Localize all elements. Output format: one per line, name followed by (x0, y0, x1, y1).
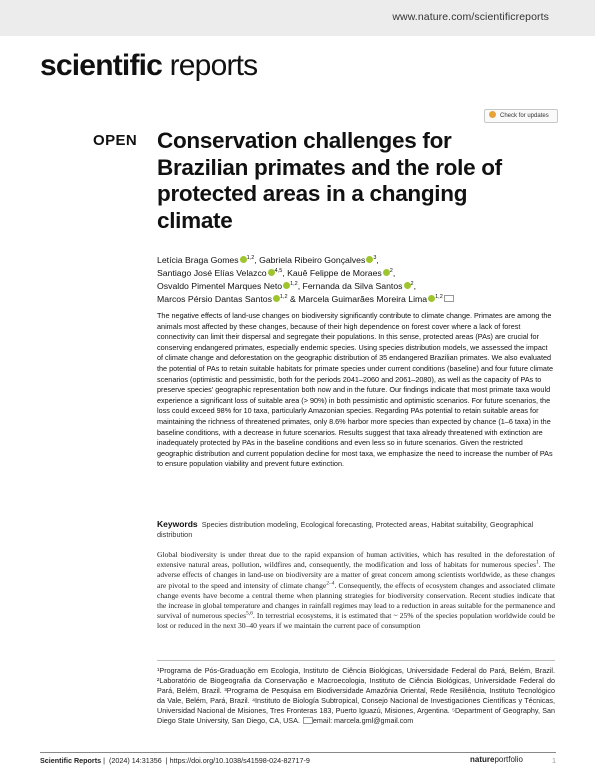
author[interactable]: Fernanda da Silva Santos $^2$ (302, 281, 414, 291)
affiliation-divider (157, 660, 555, 661)
top-bar (0, 0, 595, 36)
reference-link[interactable]: 2–4 (326, 580, 335, 587)
orcid-icon[interactable] (273, 295, 280, 302)
author-list: Letícia Braga Gomes $^{1,2}$, Gabriela Ribeiro Gonçalves $^3$, Santiago José Elías Velazco $^{4,5}$, Kauê Felippe de Moraes $^2$, Osvaldo Pimentel Marques Neto $^{1,2}$, Fernanda da Silva Santos $^2$, Marcos Pérsio Dantas Santos $^{1,2}$ & Marcela Guimarães Moreira Lima $^{1,2}$ (157, 254, 557, 306)
doi-link[interactable]: https://doi.org/10.1038/s41598-024-82717-9 (169, 756, 310, 765)
author[interactable]: Osvaldo Pimentel Marques Neto $^{1,2}$ (157, 281, 298, 291)
orcid-icon[interactable] (383, 269, 390, 276)
journal-logo[interactable]: scientific reports (40, 49, 258, 82)
footer-citation: (2024) 14:31356 (108, 756, 162, 765)
envelope-icon[interactable] (444, 295, 454, 302)
orcid-icon[interactable] (240, 256, 247, 263)
reference-link[interactable]: 1 (536, 559, 539, 566)
open-access-label: OPEN (93, 132, 138, 149)
orcid-icon[interactable] (283, 282, 290, 289)
keywords (157, 519, 555, 541)
page-number: 1 (552, 756, 556, 765)
orcid-icon[interactable] (404, 282, 411, 289)
footer: Scientific Reports | (2024) 14:31356 | https://doi.org/10.1038/s41598-024-82717-9 natureportfolio 1 (40, 755, 556, 765)
journal-url-link[interactable]: www.nature.com/scientificreports (392, 11, 549, 23)
keywords-text: Species distribution modeling, Ecological forecasting, Protected areas, Habitat suitability, Geographical distribution (157, 520, 534, 540)
crossmark-icon (489, 111, 496, 118)
reference-link[interactable]: 5,6 (246, 610, 253, 617)
author[interactable]: Letícia Braga Gomes $^{1,2}$ (157, 255, 255, 265)
footer-rule (40, 752, 556, 753)
author[interactable]: Gabriela Ribeiro Gonçalves $^3$ (259, 255, 377, 265)
publisher-logo: natureportfolio (470, 755, 523, 764)
envelope-icon (303, 717, 313, 724)
corresponding-email[interactable]: email: marcela.gml@gmail.com (312, 716, 414, 725)
author[interactable]: Marcela Guimarães Moreira Lima $^{1,2}$ (298, 294, 443, 304)
introduction-paragraph: Global biodiversity is under threat due to the rapid expansion of human activities, which has resulted in the deforestation of extensive natural areas, pollution, wildfires and, consequently, the modification and loss of habitats for numerous species$^1$. The adverse effects of changes in land-use on biodiversity are a matter of great concern among scientists worldwide, as these changes are pivotal to the speed and intensity of climate change$^{2-4}$. Consequently, the effects of ecosystem changes and associated climate change events have become a central theme when planning strategies for biodiversity conservation. Recent studies indicate that the increase in global temperature and changes in rainfall regimes may lead to a reduction in areas suitable for the permanence and survival of numerous species$^{5,6}$. In terrestrial ecosystems, it is estimated that ~ 25% of the species population worldwide could be lost or reduced in the next 30–40 years if we maintain the current pace of consumption (157, 550, 556, 631)
article-title: Conservation challenges for Brazilian primates and the role of protected areas in a changing climate (157, 128, 502, 233)
keywords-label: Keywords (157, 519, 198, 529)
orcid-icon[interactable] (268, 269, 275, 276)
author[interactable]: Kauê Felippe de Moraes $^2$ (287, 268, 393, 278)
author[interactable]: Santiago José Elías Velazco $^{4,5}$ (157, 268, 283, 278)
check-for-updates-button[interactable]: Check for updates (484, 109, 558, 123)
affiliations: ¹Programa de Pós-Graduação em Ecologia, Instituto de Ciência Biológicas, Universidade Federal do Pará, Belém, Brazil. ²Laboratório de Biogeografia da Conservação e Macroecologia, Instituto de Ciência Biológicas, Universidade Federal do Pará, Belém, Brazil. ³Programa de Pesquisa em Biodiversidade Amazônia Oriental, Rede Resiliência, Instituto Tecnológico da Vale, Belém, Pará, Brazil. ⁴Instituto de Biología Subtropical, Consejo Nacional de Investigaciones Científicas y Técnicas, Universidad Nacional de Misiones, Tres Fronteras 183, Puerto Iguazú, Misiones, Argentina. ⁵Department of Geography, San Diego State University, San Diego, CA, USA. email: marcela.gml@gmail.com (157, 666, 555, 725)
author[interactable]: Marcos Pérsio Dantas Santos $^{1,2}$ (157, 294, 288, 304)
footer-journal: Scientific Reports (40, 756, 102, 765)
abstract: The negative effects of land-use changes on biodiversity significantly contribute to climate change. Primates are among the animals most affected by these changes, because of their high dependence on forest cover where a lack of forest connectivity can limit their dispersal and segregate their populations. In this sense, protected areas (PAs) are crucial for conserving endangered primates, especially endemic species. Using species distribution models, we assessed the impact of climate change and deforestation on the geographic distribution of 35 endangered Brazilian primates. We also evaluated the potential of PAs to retain suitable habitats for primate species under current conditions (baseline) and four future climate scenarios (optimistic and pessimistic, both for the periods 2041–2060 and 2061–2080), as well as the capacity of PAs to preserve species' geographic representation both now and in the future. Our findings indicate that most primate taxa would experience a significant loss of suitable area (> 90%) in both pessimistic and optimistic scenarios. For future scenarios, the loss could exceed 98% for 10 taxa, particularly Amazonian species. Regarding PAs potential to retain suitable areas for maintaining the richness of threatened primates, only 8.6% harbor more species than expected by chance (1–6 taxa) in the baseline conditions, with a decrease in future scenarios. Results suggest that taxa already threatened with extinction are inadequately protected by PAs in the baseline conditions and even less so in future scenarios. Given the restricted geographic distribution and current population decline for most taxa, we emphasize the need to increase the number of PAs to ensure population viability and prevent future extinction. (157, 311, 554, 469)
